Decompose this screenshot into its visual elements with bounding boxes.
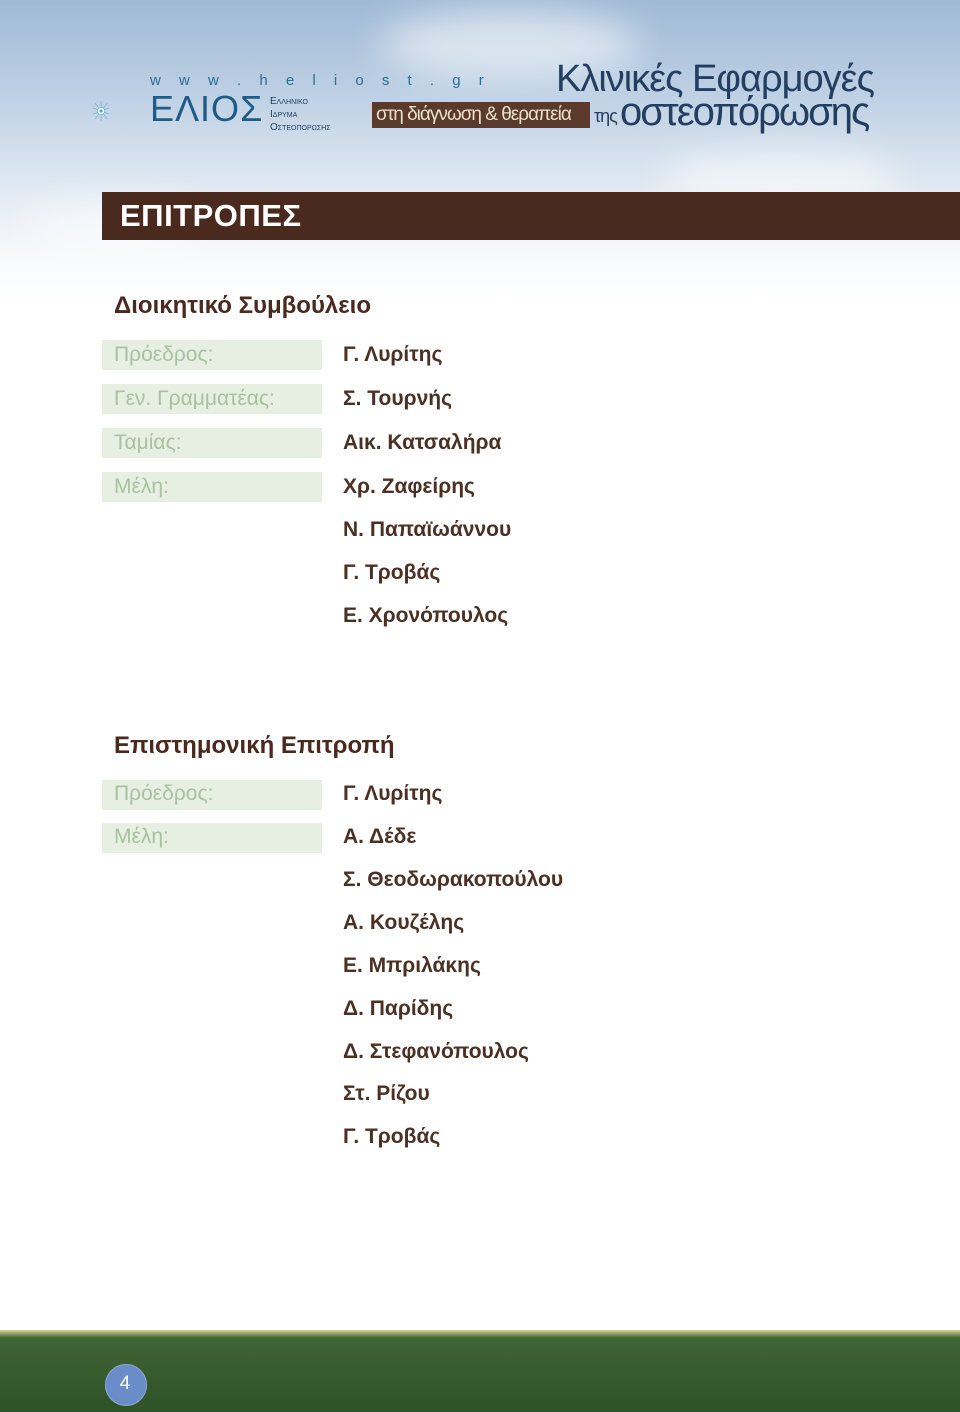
title-article: της [594, 106, 617, 126]
scientific-member-name: Σ. Θεοδωρακοπούλου [343, 868, 564, 891]
logo-subtitle [270, 95, 331, 134]
footer-band [0, 1330, 960, 1412]
logo-subtitle-line: Ιδρυμα [270, 109, 298, 120]
website-url: w w w . h e l i o s t . g r [150, 72, 491, 89]
board-member-name: Γ. Τροβάς [343, 561, 441, 584]
scientific-member-name: Γ. Λυρίτης [343, 782, 443, 805]
scientific-member-name: Στ. Ρίζου [343, 1082, 430, 1105]
logo-subtitle-line: Οστεοπορωσης [270, 122, 331, 133]
section-title: ΕΠΙΤΡΟΠΕΣ [120, 198, 302, 233]
scientific-member-name: Δ. Στεφανόπουλος [343, 1040, 529, 1063]
board-role-members: Μέλη: [114, 475, 169, 498]
board-role-president: Πρόεδρος: [114, 343, 214, 366]
board-member-name: Χρ. Ζαφείρης [343, 475, 475, 498]
scientific-member-name: Ε. Μπριλάκης [343, 954, 481, 977]
page-number: 4 [119, 1373, 131, 1394]
scientific-committee-title: Επιστημονική Επιτροπή [114, 732, 395, 759]
scientific-member-name: Α. Κουζέλης [343, 911, 465, 934]
logo-wordmark: ΕΛΙΟΣ [150, 88, 264, 129]
scientific-role-members: Μέλη: [114, 825, 169, 848]
board-title: Διοικητικό Συμβούλειο [114, 292, 371, 319]
board-member-name: Γ. Λυρίτης [343, 343, 443, 366]
board-role-treasurer: Ταμίας: [114, 431, 182, 454]
board-member-name: Ν. Παπαϊωάννου [343, 518, 512, 541]
publication-title-line2: οστεοπόρωσης [620, 90, 869, 134]
scientific-member-name: Α. Δέδε [343, 825, 417, 848]
scientific-member-name: Δ. Παρίδης [343, 997, 454, 1020]
board-role-secretary: Γεν. Γραμματέας: [114, 387, 275, 410]
publication-title-line1: Κλινικές Εφαρμογές [556, 58, 874, 100]
board-member-name: Ε. Χρονόπουλος [343, 604, 509, 627]
scientific-role-president: Πρόεδρος: [114, 782, 214, 805]
board-member-name: Σ. Τουρνής [343, 387, 453, 410]
title-band-text: στη διάγνωση & θεραπεία [376, 104, 571, 125]
scientific-member-name: Γ. Τροβάς [343, 1125, 441, 1148]
logo-subtitle-line: Ελληνικο [270, 96, 308, 107]
board-member-name: Αικ. Κατσαλήρα [343, 431, 502, 454]
